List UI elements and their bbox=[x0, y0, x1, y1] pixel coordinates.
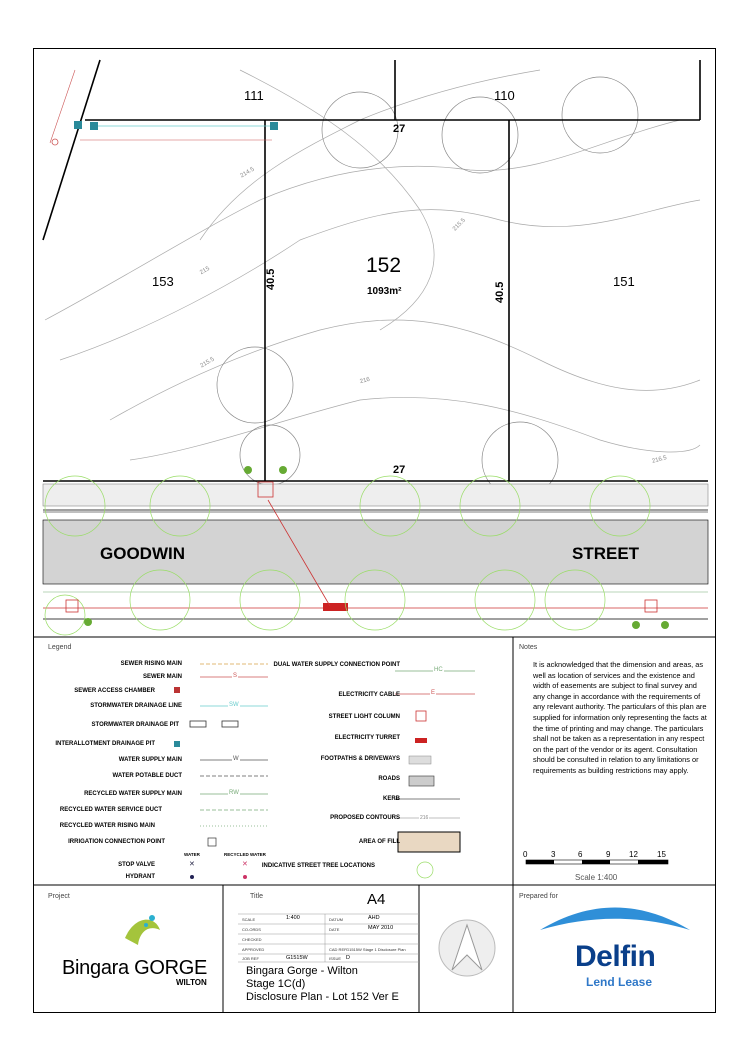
legend-item: DUAL WATER SUPPLY CONNECTION POINT bbox=[273, 662, 400, 668]
legend-item: RECYCLED WATER SERVICE DUCT bbox=[59, 807, 162, 813]
tb-field-label: SCALE bbox=[242, 917, 256, 922]
tb-field-value: G1515W bbox=[286, 955, 308, 961]
project-logo-name: Bingara GORGE bbox=[62, 957, 208, 979]
tb-field-label: CHECKED bbox=[242, 937, 262, 942]
title-line-3: Disclosure Plan - Lot 152 Ver E bbox=[246, 991, 399, 1003]
street-name-right: STREET bbox=[572, 544, 640, 563]
lot-label-110: 110 bbox=[494, 88, 515, 103]
legend-symbol-rw: RW bbox=[229, 790, 239, 796]
depth-left: 40.5 bbox=[265, 268, 277, 290]
tb-field-label: DATUM bbox=[329, 917, 343, 922]
legend-symbol-sw: SW bbox=[229, 702, 239, 708]
legend-symbol-s: S bbox=[233, 673, 238, 679]
project-logo-sub: WILTON bbox=[176, 978, 207, 987]
svg-text:✕: ✕ bbox=[189, 861, 195, 868]
prepared-label: Prepared for bbox=[519, 893, 558, 900]
legend-item: STREET LIGHT COLUMN bbox=[328, 714, 400, 720]
lot-area: 1093m² bbox=[367, 286, 402, 297]
notes-text: It is acknowledged that the dimension and areas, as well as location of services and the existence and width of easements are subject to final survey and any change in accordance with the requirements of any relevant authority. The particulars of this plan are supplied for information only representing the facts at the time of printing and may change. The particulars shall not be taken as a representation in any respect on the part of the vendor or its agent. Consultation should be consulted in relation to any limitations or requirements as building restrictions may apply. bbox=[533, 660, 707, 775]
legend-item: RECYCLED WATER SUPPLY MAIN bbox=[84, 791, 182, 797]
legend-symbol-contour: 216 bbox=[420, 815, 429, 821]
tb-field-label: ISSUE bbox=[329, 956, 342, 961]
scale-tick: 12 bbox=[629, 850, 638, 859]
scale-tick: 15 bbox=[657, 850, 666, 859]
tb-field-label: APPROVED bbox=[242, 947, 265, 952]
contour-label: 215.5 bbox=[452, 217, 467, 233]
contour-label: 214.5 bbox=[239, 166, 256, 180]
contour-label: 215 bbox=[199, 265, 211, 277]
frontage-top: 27 bbox=[393, 123, 406, 135]
frontage-bottom: 27 bbox=[393, 464, 406, 476]
legend-item: FOOTPATHS & DRIVEWAYS bbox=[320, 756, 400, 762]
legend-item: ELECTRICITY TURRET bbox=[334, 735, 400, 741]
legend-item: RECYCLED WATER RISING MAIN bbox=[59, 823, 155, 829]
legend-item: KERB bbox=[382, 796, 400, 802]
legend-title: Legend bbox=[48, 644, 72, 651]
tb-field-value: MAY 2010 bbox=[368, 925, 394, 931]
legend-symbol-w: W bbox=[233, 756, 239, 762]
title-label: Title bbox=[250, 893, 263, 900]
legend-item: ROADS bbox=[378, 776, 400, 782]
legend-item: AREA OF FILL bbox=[358, 839, 400, 845]
client-logo-sub: Lend Lease bbox=[586, 975, 653, 989]
project-label: Project bbox=[48, 893, 70, 900]
legend-item: WATER SUPPLY MAIN bbox=[118, 757, 182, 763]
title-line-2: Stage 1C(d) bbox=[246, 978, 306, 990]
legend-symbol-hc: HC bbox=[434, 667, 443, 673]
legend-item: INTERALLOTMENT DRAINAGE PIT bbox=[55, 741, 155, 747]
scale-tick: 0 bbox=[523, 850, 528, 859]
legend-water-heading: WATER bbox=[184, 852, 200, 857]
contour-label: 216 bbox=[359, 376, 371, 386]
scale-label: Scale 1:400 bbox=[575, 873, 618, 882]
scale-tick: 6 bbox=[578, 850, 583, 859]
lot-label-111: 111 bbox=[244, 88, 264, 103]
legend-item: IRRIGATION CONNECTION POINT bbox=[68, 839, 165, 845]
tb-field-label: JOB REF bbox=[242, 956, 259, 961]
scale-tick: 9 bbox=[606, 850, 611, 859]
tb-field-label: CAD REF bbox=[329, 947, 347, 952]
legend-symbol-e: E bbox=[431, 690, 436, 696]
title-line-1: Bingara Gorge - Wilton bbox=[246, 965, 358, 977]
depth-right: 40.5 bbox=[494, 281, 506, 303]
legend-item: HYDRANT bbox=[125, 874, 155, 880]
tb-field-label: CO-ORDS bbox=[242, 927, 261, 932]
client-logo-name: Delfin bbox=[575, 940, 656, 973]
legend-item: PROPOSED CONTOURS bbox=[330, 815, 400, 821]
scale-tick: 3 bbox=[551, 850, 556, 859]
legend-item: SEWER RISING MAIN bbox=[120, 661, 182, 667]
lot-number-152: 152 bbox=[366, 254, 402, 277]
tb-field-value: G1515W Stage 1 Disclosure Plan bbox=[346, 947, 406, 952]
contour-label: 216.5 bbox=[651, 455, 668, 465]
legend-item: STOP VALVE bbox=[118, 862, 155, 868]
tb-field-value: 1:400 bbox=[286, 915, 300, 921]
tb-field-value: D bbox=[346, 955, 350, 961]
legend-recycled-heading: RECYCLED WATER bbox=[224, 852, 266, 857]
sheet-size: A4 bbox=[367, 891, 386, 908]
lot-label-153: 153 bbox=[152, 274, 174, 289]
legend-item: SEWER MAIN bbox=[143, 674, 182, 680]
legend-item: SEWER ACCESS CHAMBER bbox=[74, 688, 155, 694]
legend-item: WATER POTABLE DUCT bbox=[112, 773, 182, 779]
lot-label-151: 151 bbox=[613, 274, 635, 289]
tb-field-label: DATE bbox=[329, 927, 340, 932]
drawing-title bbox=[246, 965, 399, 1004]
tb-field-value: AHD bbox=[368, 915, 380, 921]
legend-item: INDICATIVE STREET TREE LOCATIONS bbox=[261, 863, 375, 869]
legend-item: ELECTRICITY CABLE bbox=[338, 692, 400, 698]
legend-item: STORMWATER DRAINAGE PIT bbox=[91, 722, 179, 728]
svg-text:✕: ✕ bbox=[242, 861, 248, 868]
contour-label: 215.5 bbox=[199, 356, 216, 370]
street-name-left: GOODWIN bbox=[100, 544, 185, 563]
notes-title: Notes bbox=[519, 644, 538, 651]
legend-item: STORMWATER DRAINAGE LINE bbox=[90, 703, 182, 709]
